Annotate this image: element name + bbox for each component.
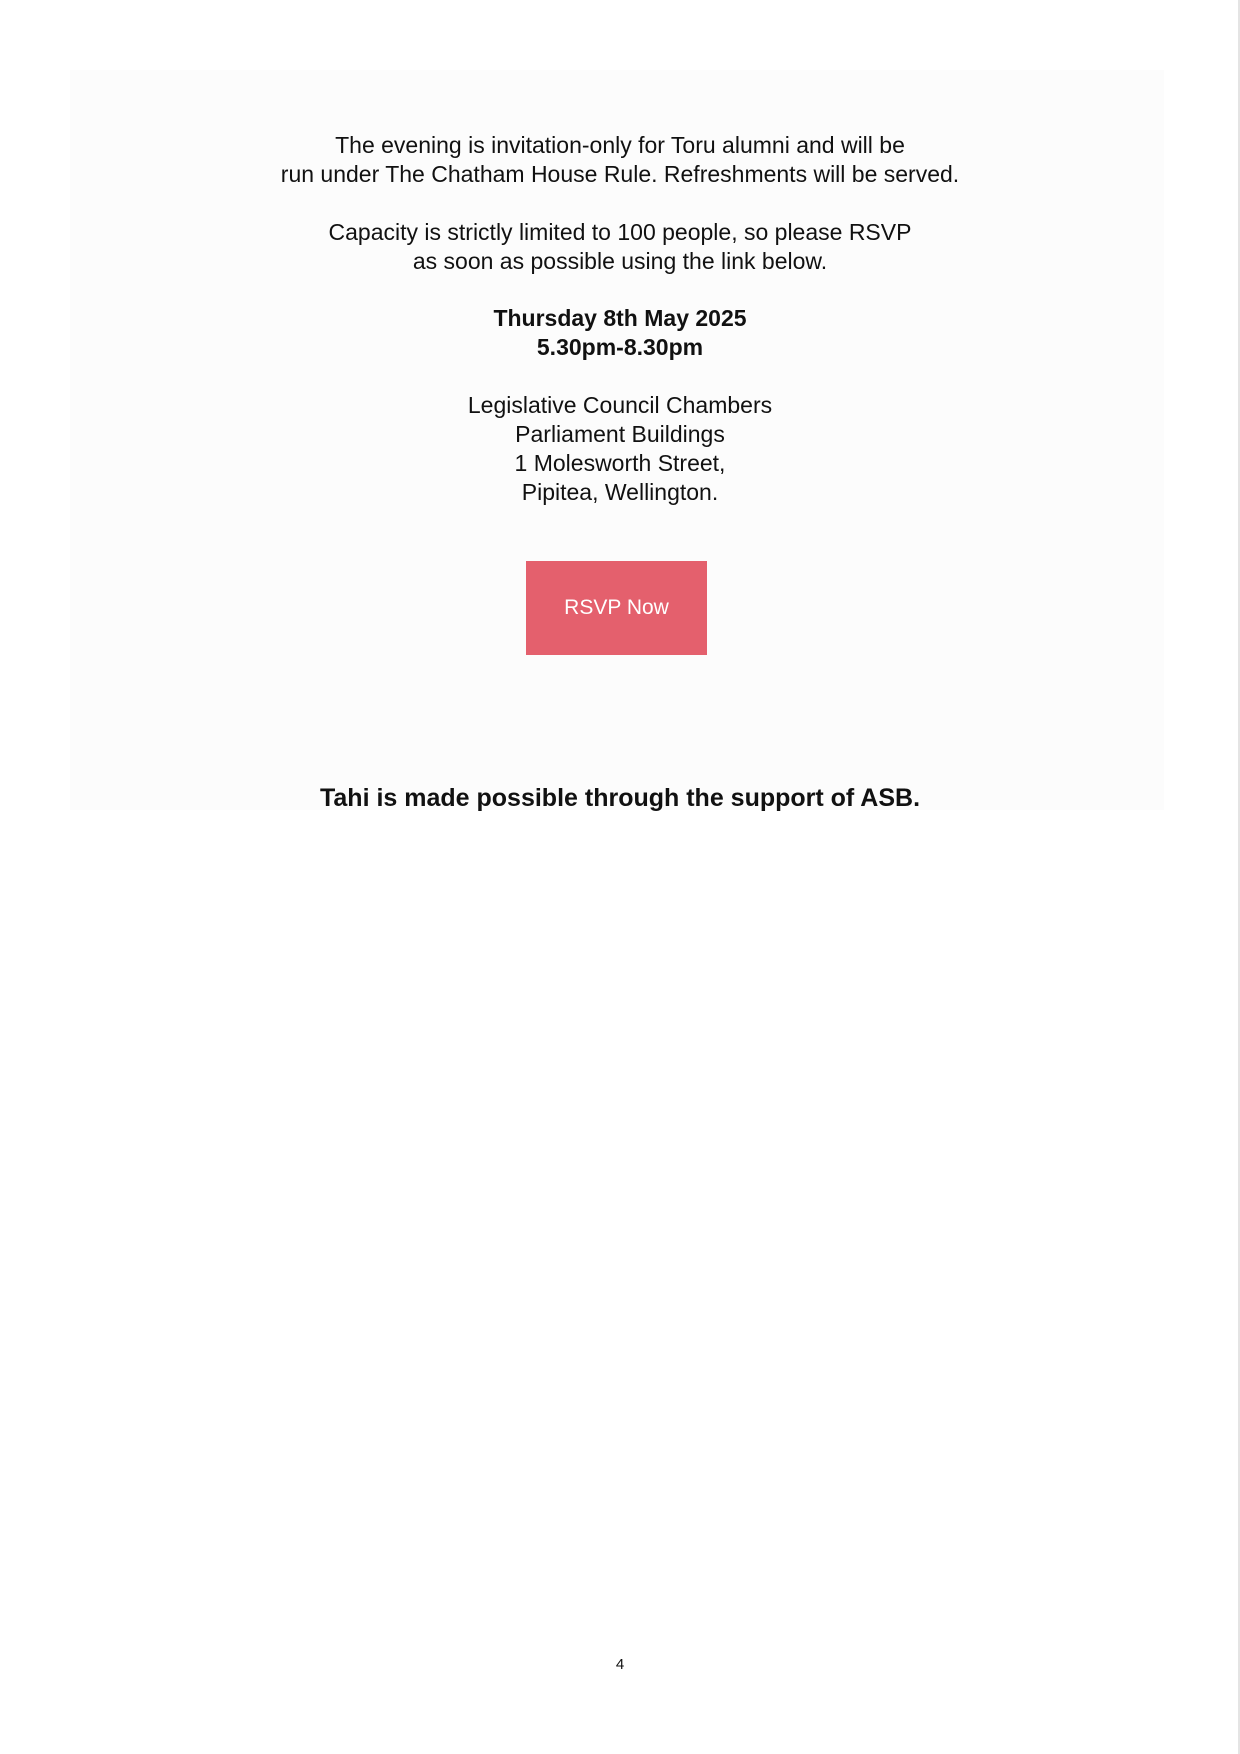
event-date: Thursday 8th May 2025: [493, 305, 747, 331]
capacity-line-1: Capacity is strictly limited to 100 people, so please RSVP: [328, 219, 912, 245]
page-number: 4: [615, 1656, 625, 1673]
venue-line-3: 1 Molesworth Street,: [514, 450, 726, 476]
intro-paragraph: [0, 131, 1240, 189]
intro-line-1: The evening is invitation-only for Toru alumni and will be: [335, 132, 905, 158]
event-datetime: [0, 304, 1240, 362]
intro-line-2: run under The Chatham House Rule. Refreshments will be served.: [280, 161, 960, 187]
capacity-line-2: as soon as possible using the link below.: [412, 248, 828, 274]
venue-line-2: Parliament Buildings: [515, 421, 725, 447]
rsvp-now-button[interactable]: RSVP Now: [526, 561, 707, 655]
sponsor-statement: Tahi is made possible through the support of ASB.: [319, 784, 921, 812]
venue-address: [0, 391, 1240, 507]
capacity-paragraph: [0, 218, 1240, 276]
event-time: 5.30pm-8.30pm: [536, 334, 704, 360]
venue-line-4: Pipitea, Wellington.: [521, 479, 719, 505]
venue-line-1: Legislative Council Chambers: [467, 392, 773, 418]
